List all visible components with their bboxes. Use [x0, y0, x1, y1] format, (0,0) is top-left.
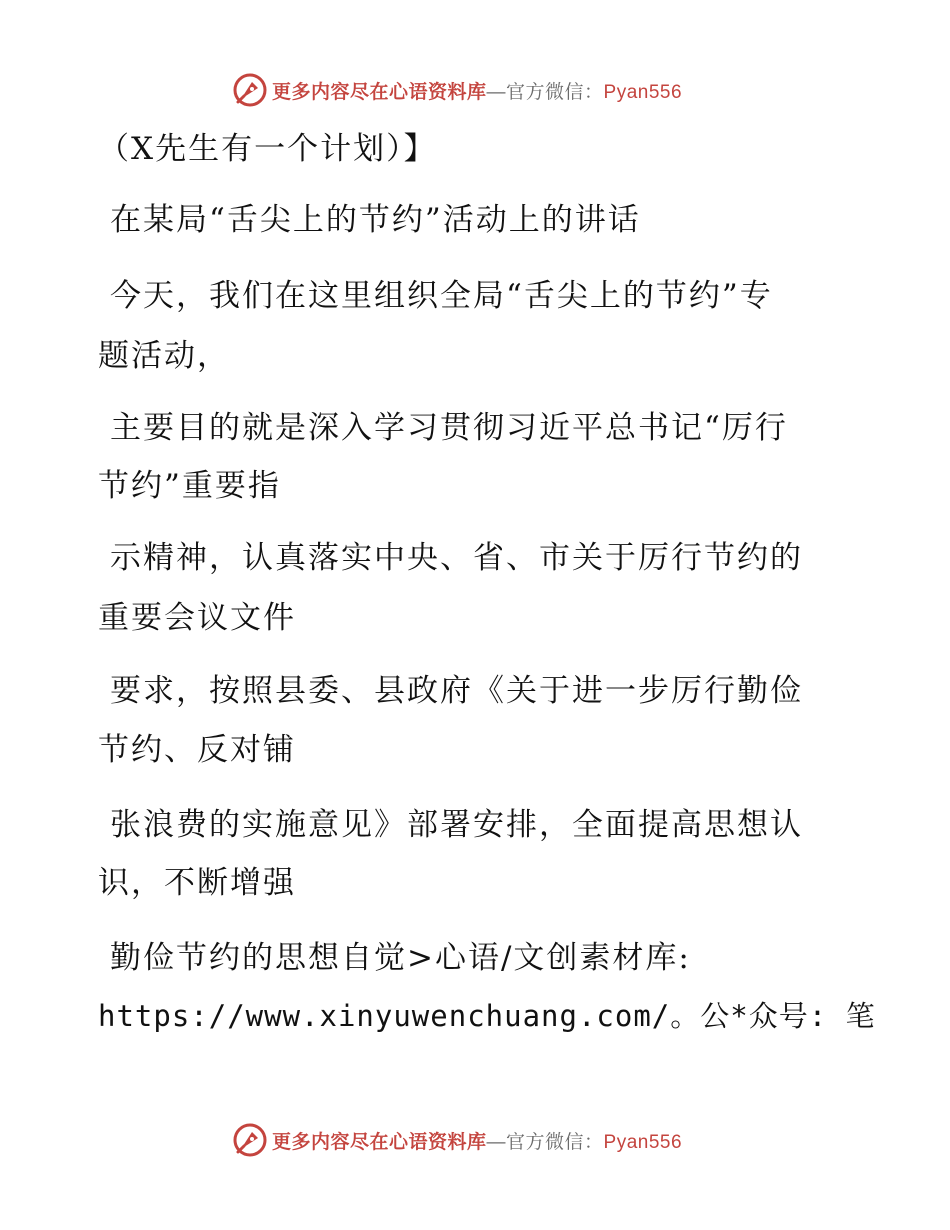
pen-nib-logo-icon — [232, 1122, 268, 1158]
document-link-line: https://www.xinyuwenchuang.com/。公*众号: 笔 — [98, 999, 876, 1033]
document-line: 节约”重要指 — [98, 468, 281, 504]
document-line: 张浪费的实施意见》部署安排，全面提高思想认 — [110, 807, 803, 843]
document-line: 示精神，认真落实中央、省、市关于厉行节约的 — [110, 540, 803, 576]
footer-banner-text — [272, 1127, 682, 1154]
document-line: 识，不断增强 — [98, 865, 296, 901]
footer-banner-separator: —官方微信： — [486, 1131, 604, 1153]
document-line: 重要会议文件 — [98, 600, 296, 636]
header-banner-main: 更多内容尽在心语资料库 — [272, 81, 487, 103]
document-line: 主要目的就是深入学习贯彻习近平总书记“厉行 — [110, 410, 788, 446]
document-line: 题活动， — [98, 338, 230, 374]
document-line: 勤俭节约的思想自觉>心语/文创素材库: — [110, 940, 691, 976]
footer-banner — [232, 1120, 752, 1160]
header-banner-id: Pyan556 — [603, 81, 683, 103]
document-line: （X先生有一个计划）】 — [98, 131, 437, 167]
footer-banner-main: 更多内容尽在心语资料库 — [272, 1131, 487, 1153]
document-title: 在某局“舌尖上的节约”活动上的讲话 — [110, 202, 641, 238]
footer-banner-id: Pyan556 — [603, 1131, 683, 1153]
document-line: 今天，我们在这里组织全局“舌尖上的节约”专 — [110, 278, 773, 314]
document-line: 节约、反对铺 — [98, 732, 296, 768]
document-line: 要求，按照县委、县政府《关于进一步厉行勤俭 — [110, 673, 803, 709]
header-banner-separator: —官方微信： — [486, 81, 604, 103]
